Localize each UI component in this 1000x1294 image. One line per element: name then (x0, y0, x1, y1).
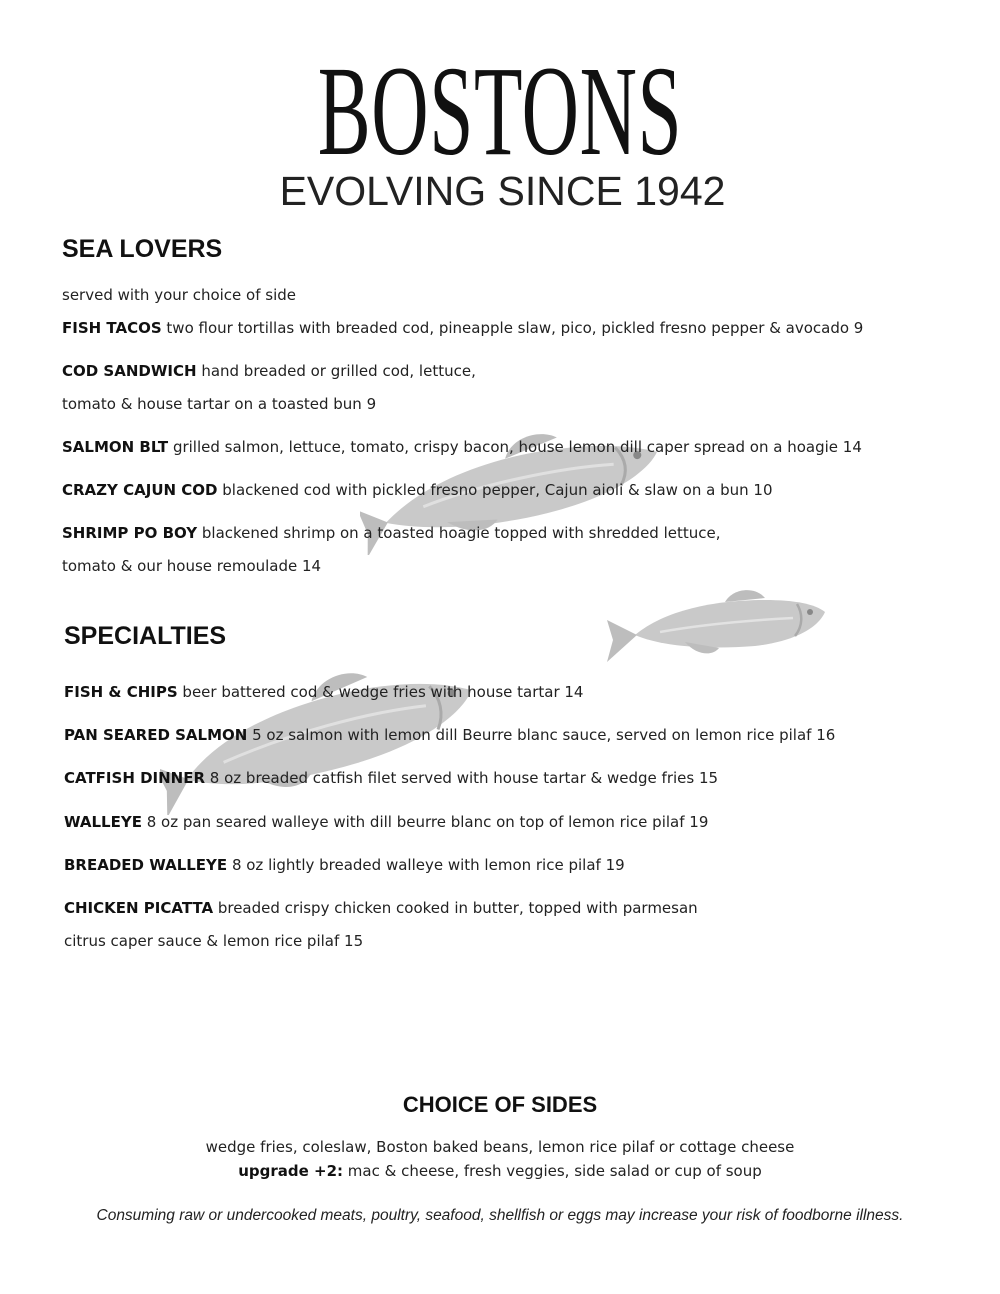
menu-item-desc: blackened cod with pickled fresno pepper, Cajun aioli & slaw on a bun 10 (217, 481, 773, 499)
menu-item-desc-cont: tomato & our house remoulade 14 (62, 557, 322, 575)
menu-item (64, 855, 625, 875)
tagline: EVOLVING SINCE 1942 (279, 168, 726, 214)
menu-item-desc: two flour tortillas with breaded cod, pineapple slaw, pico, pickled fresno pepper & avocado 9 (161, 319, 864, 337)
menu-item-name: CHICKEN PICATTA (64, 899, 214, 917)
menu-item (62, 523, 721, 543)
menu-item (62, 318, 863, 338)
menu-item-desc: 8 oz lightly breaded walleye with lemon rice pilaf 19 (227, 856, 625, 874)
section-title-specialties: SPECIALTIES (64, 622, 227, 650)
section-note: served with your choice of side (62, 286, 296, 304)
menu-item-desc: grilled salmon, lettuce, tomato, crispy bacon, house lemon dill caper spread on a hoagie 14 (168, 438, 862, 456)
fish-watermark-icon (605, 580, 830, 670)
menu-item-name: FISH & CHIPS (64, 683, 178, 701)
menu-item-name: FISH TACOS (62, 319, 162, 337)
menu-item (64, 768, 718, 788)
menu-item-desc: 5 oz salmon with lemon dill Beurre blanc sauce, served on lemon rice pilaf 16 (247, 726, 836, 744)
menu-item (62, 361, 476, 381)
menu-item-name: SHRIMP PO BOY (62, 524, 198, 542)
sides-list: wedge fries, coleslaw, Boston baked beans, lemon rice pilaf or cottage cheese (205, 1138, 795, 1156)
upgrade-label: upgrade +2: (238, 1162, 344, 1180)
menu-item-desc-cont: citrus caper sauce & lemon rice pilaf 15 (64, 932, 364, 950)
menu-item (62, 480, 773, 500)
section-title-sides: CHOICE OF SIDES (402, 1092, 598, 1117)
menu-item-desc: hand breaded or grilled cod, lettuce, (196, 362, 476, 380)
brand-logo: BOSTONS (317, 40, 683, 182)
menu-item (64, 682, 583, 702)
menu-item-name: COD SANDWICH (62, 362, 197, 380)
section-title-sea-lovers: SEA LOVERS (62, 235, 223, 263)
food-safety-disclaimer: Consuming raw or undercooked meats, poultry, seafood, shellfish or eggs may increase your risk of foodborne illness. (96, 1207, 904, 1224)
menu-item (64, 812, 708, 832)
menu-item-name: PAN SEARED SALMON (64, 726, 248, 744)
menu-item (64, 898, 698, 918)
menu-item-name: SALMON BLT (62, 438, 169, 456)
menu-item-name: CRAZY CAJUN COD (62, 481, 218, 499)
menu-item-desc: 8 oz breaded catfish filet served with house tartar & wedge fries 15 (205, 769, 719, 787)
sides-upgrade (0, 1161, 1000, 1181)
menu-item-desc: breaded crispy chicken cooked in butter, topped with parmesan (213, 899, 698, 917)
menu-item (64, 725, 835, 745)
menu-item (62, 437, 862, 457)
menu-item-name: BREADED WALLEYE (64, 856, 228, 874)
menu-item-name: WALLEYE (64, 813, 142, 831)
upgrade-list: mac & cheese, fresh veggies, side salad or cup of soup (343, 1162, 762, 1180)
menu-item-desc-cont: tomato & house tartar on a toasted bun 9 (62, 395, 377, 413)
menu-item-desc: beer battered cod & wedge fries with house tartar 14 (177, 683, 584, 701)
menu-item-name: CATFISH DINNER (64, 769, 206, 787)
menu-item-desc: blackened shrimp on a toasted hoagie topped with shredded lettuce, (197, 524, 721, 542)
menu-item-desc: 8 oz pan seared walleye with dill beurre blanc on top of lemon rice pilaf 19 (141, 813, 709, 831)
